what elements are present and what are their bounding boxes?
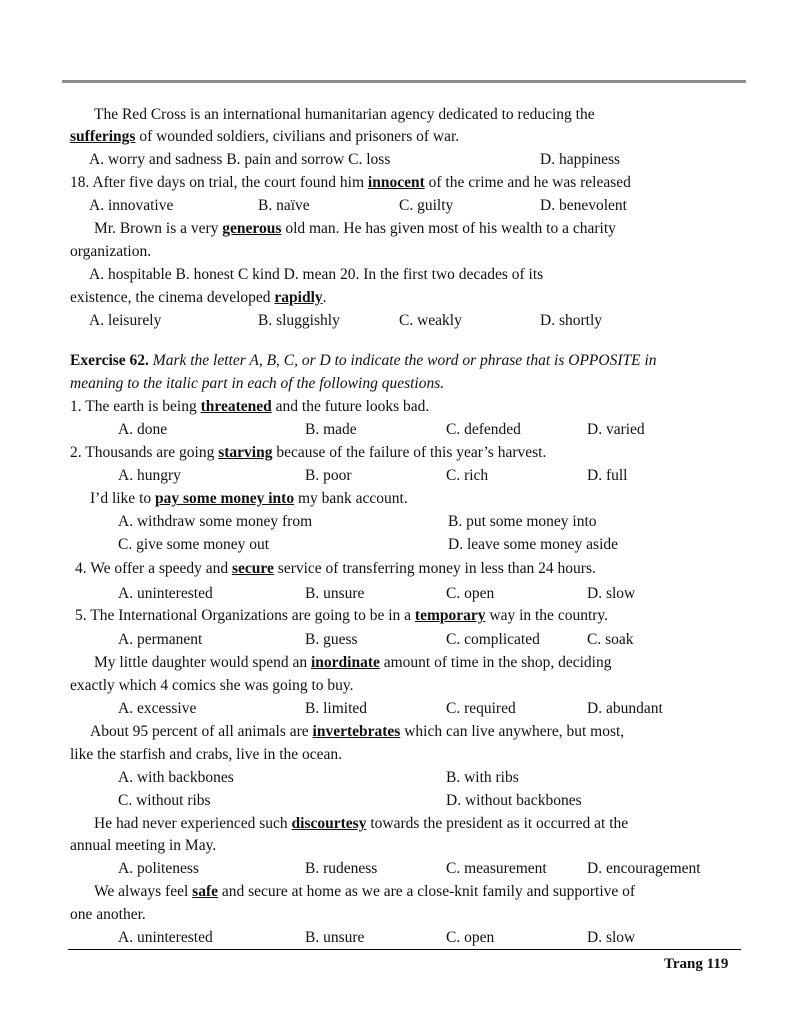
option-c: C. without ribs — [118, 792, 211, 809]
question-stem-cont: exactly which 4 comics she was going to buy. — [70, 677, 354, 694]
option-b: B. naïve — [258, 197, 310, 214]
key-word: generous — [222, 220, 282, 237]
key-word: starving — [218, 444, 273, 461]
question-stem-cont: one another. — [70, 906, 146, 923]
key-word: rapidly — [274, 289, 323, 306]
option-b: B. unsure — [305, 585, 365, 602]
question-stem: My little daughter would spend an inordinate amount of time in the shop, deciding — [94, 654, 612, 671]
option-c: C. open — [446, 929, 495, 946]
option-a: A. excessive — [118, 700, 197, 717]
option-a: A. with backbones — [118, 769, 234, 786]
question-stem: 2. Thousands are going starving because of the failure of this year’s harvest. — [70, 444, 547, 461]
option-b: B. limited — [305, 700, 367, 717]
options-mixed-line: A. hospitable B. honest C kind D. mean 20. In the first two decades of its — [89, 266, 544, 283]
key-word: threatened — [200, 398, 272, 415]
question-stem-cont: sufferings of wounded soldiers, civilians and prisoners of war. — [70, 128, 460, 145]
key-word: inordinate — [310, 654, 380, 671]
key-word: sufferings — [70, 128, 136, 145]
option-b: B. made — [305, 421, 357, 438]
option-d: D. slow — [587, 929, 636, 946]
option-a: A. withdraw some money from — [118, 513, 313, 530]
option-d: D. abundant — [587, 700, 663, 717]
option-d: D. full — [587, 467, 628, 484]
question-stem: Mr. Brown is a very generous old man. He has given most of his wealth to a charity — [94, 220, 616, 237]
question-stem-cont: organization. — [70, 243, 152, 260]
question-stem: 5. The International Organizations are going to be in a temporary way in the country. — [75, 607, 609, 624]
option-d: D. happiness — [540, 151, 621, 168]
option-d: D. slow — [587, 585, 636, 602]
option-d: D. leave some money aside — [448, 536, 619, 553]
question-stem: 1. The earth is being threatened and the future looks bad. — [70, 398, 430, 415]
option-c: C. rich — [446, 467, 489, 484]
option-d: D. without backbones — [446, 792, 582, 809]
footer-rule — [68, 949, 741, 950]
option-a: A. permanent — [118, 631, 203, 648]
option-a: A. done — [118, 421, 168, 438]
option-b: B. rudeness — [305, 860, 378, 877]
option-d: D. encouragement — [587, 860, 701, 877]
option-a: A. uninterested — [118, 585, 213, 602]
option-c: C. defended — [446, 421, 521, 438]
option-c: C. required — [446, 700, 516, 717]
key-word: invertebrates — [312, 723, 401, 740]
option-a-b-c: A. worry and sadness B. pain and sorrow C. loss — [89, 151, 391, 168]
exercise-heading: Exercise 62. Mark the letter A, B, C, or D to indicate the word or phrase that is OPPOSITE in — [70, 352, 657, 369]
option-b: B. with ribs — [446, 769, 519, 786]
question-stem: 18. After five days on trial, the court found him innocent of the crime and he was released — [70, 174, 631, 191]
page-number: Trang 119 — [664, 956, 729, 972]
key-word: safe — [192, 883, 218, 900]
key-word: secure — [232, 560, 274, 577]
option-b: B. unsure — [305, 929, 365, 946]
option-b: B. sluggishly — [258, 312, 340, 329]
question-stem: The Red Cross is an international humanitarian agency dedicated to reducing the — [94, 106, 595, 123]
option-b: B. put some money into — [448, 513, 597, 530]
option-a: A. innovative — [89, 197, 174, 214]
key-word: temporary — [414, 607, 486, 624]
question-stem: About 95 percent of all animals are invertebrates which can live anywhere, but most, — [90, 723, 625, 740]
option-c: C. give some money out — [118, 536, 270, 553]
option-c: C. guilty — [399, 197, 454, 214]
header-rule — [62, 80, 746, 83]
key-word: discourtesy — [291, 815, 367, 832]
option-c: C. open — [446, 585, 495, 602]
option-c: C. measurement — [446, 860, 547, 877]
question-stem-cont: annual meeting in May. — [70, 837, 217, 854]
option-d: C. soak — [587, 631, 634, 648]
option-a: A. uninterested — [118, 929, 213, 946]
key-word: pay some money into — [155, 490, 295, 507]
question-stem: existence, the cinema developed rapidly. — [70, 289, 327, 306]
option-a: A. hungry — [118, 467, 181, 484]
option-d: D. benevolent — [540, 197, 627, 214]
option-a: A. leisurely — [89, 312, 162, 329]
exercise-instruction: meaning to the italic part in each of the following questions. — [70, 375, 445, 392]
option-c: C. complicated — [446, 631, 540, 648]
question-stem: We always feel safe and secure at home as we are a close-knit family and supportive of — [94, 883, 636, 900]
option-a: A. politeness — [118, 860, 199, 877]
question-stem: I’d like to pay some money into my bank account. — [90, 490, 408, 507]
option-c: C. weakly — [399, 312, 462, 329]
option-d: D. shortly — [540, 312, 602, 329]
option-b: B. guess — [305, 631, 358, 648]
question-stem-cont: like the starfish and crabs, live in the ocean. — [70, 746, 343, 763]
option-b: B. poor — [305, 467, 352, 484]
option-d: D. varied — [587, 421, 645, 438]
key-word: innocent — [367, 174, 425, 191]
question-stem: He had never experienced such discourtesy towards the president as it occurred at the — [94, 815, 629, 832]
question-stem: 4. We offer a speedy and secure service of transferring money in less than 24 hours. — [75, 560, 596, 577]
